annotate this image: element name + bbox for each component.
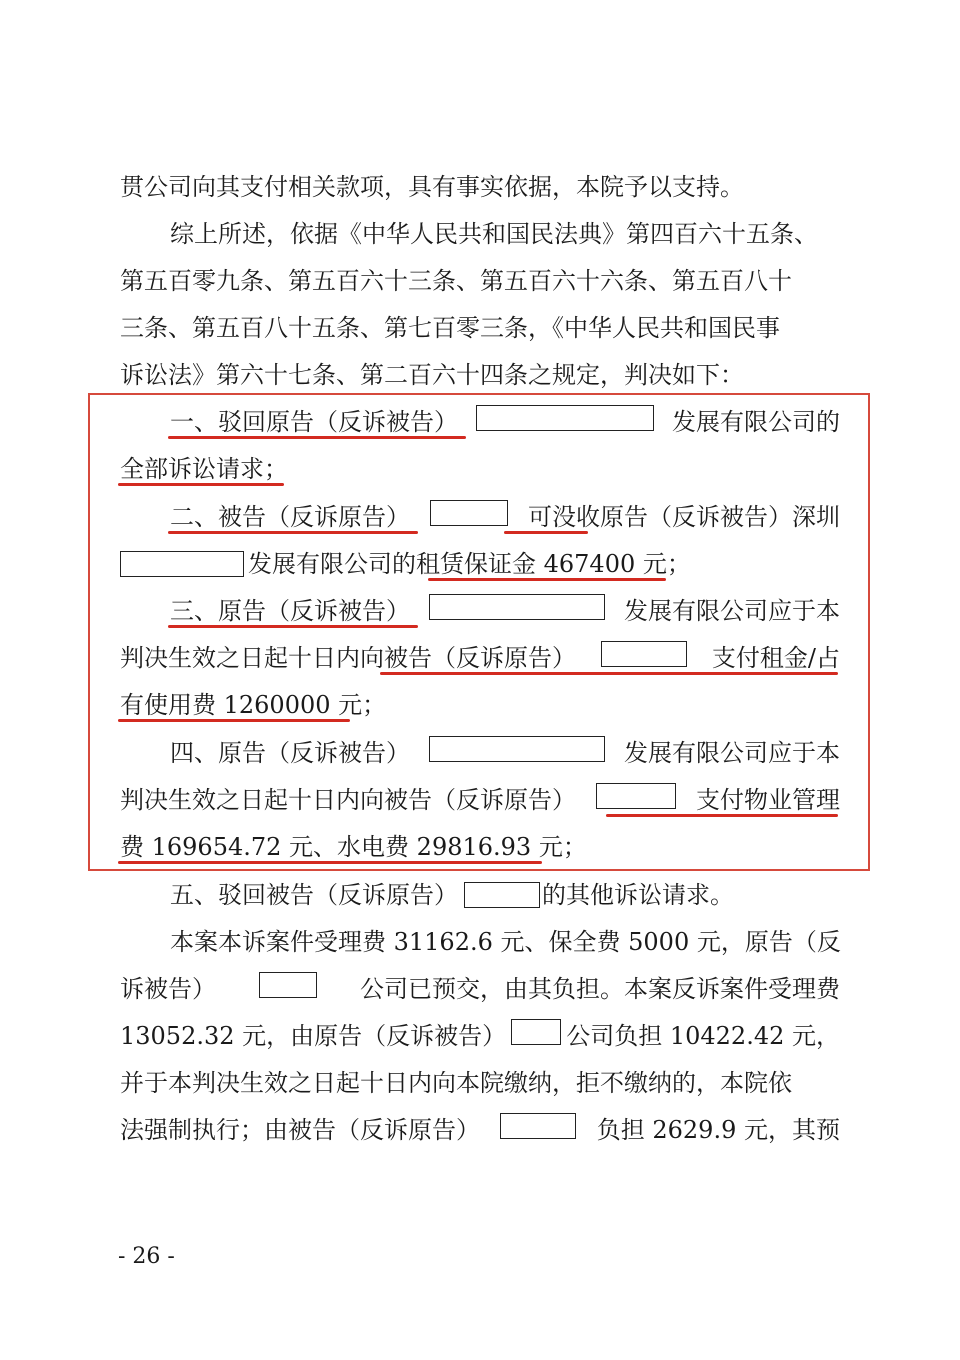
- fee-text: 13052.32 元，由原告（反诉被告）: [120, 1022, 507, 1050]
- text-line: 本案本诉案件受理费 31162.6 元、保全费 5000 元，原告（反: [170, 928, 841, 956]
- text-line: 第五百零九条、第五百六十三条、第五百六十六条、第五百八十: [120, 267, 792, 295]
- verdict-text: 判决生效之日起十日内向被告（反诉原告）: [120, 644, 576, 672]
- verdict-text: 三、原告（反诉被告）: [170, 597, 410, 625]
- verdict-item-4: [120, 736, 840, 770]
- verdict-item-3-end: 有使用费 1260000 元；: [120, 691, 387, 719]
- verdict-text: 的其他诉讼请求。: [542, 881, 734, 909]
- page-number: - 26 -: [118, 1244, 175, 1269]
- red-underline: [168, 625, 418, 628]
- redacted-box: [430, 500, 508, 526]
- fee-text: 公司负担 10422.42 元，: [566, 1022, 840, 1050]
- text-line: 三条、第五百八十五条、第七百零三条，《中华人民共和国民事: [120, 314, 780, 342]
- redacted-box: [464, 882, 540, 908]
- fee-text: 诉被告）: [120, 975, 216, 1003]
- verdict-text: 可没收原告（反诉被告）深圳: [528, 503, 840, 531]
- redacted-box: [259, 972, 317, 998]
- text-line: 诉讼法》第六十七条、第二百六十四条之规定，判决如下：: [120, 361, 744, 389]
- text-line: 贯公司向其支付相关款项，具有事实依据，本院予以支持。: [120, 173, 744, 201]
- verdict-item-2: [120, 500, 840, 534]
- red-underline: [118, 861, 542, 864]
- red-underline: [606, 814, 838, 817]
- verdict-text: 支付租金/占: [711, 644, 840, 672]
- verdict-text: 发展有限公司应于本: [624, 739, 840, 767]
- text-line: [120, 972, 840, 1006]
- verdict-text: 二、被告（反诉原告）: [170, 503, 410, 531]
- text-line: 综上所述，依据《中华人民共和国民法典》第四百六十五条、: [170, 220, 818, 248]
- text-line: 并于本判决生效之日起十日内向本院缴纳，拒不缴纳的，本院依: [120, 1069, 792, 1097]
- fee-text: 公司已预交，由其负担。本案反诉案件受理费: [360, 975, 840, 1003]
- red-underline: [168, 436, 466, 439]
- redacted-box: [500, 1113, 576, 1139]
- text-line: [120, 1019, 840, 1053]
- verdict-text: 四、原告（反诉被告）: [170, 739, 410, 767]
- fee-text: 法强制执行；由被告（反诉原告）: [120, 1116, 480, 1144]
- red-underline: [380, 672, 838, 675]
- verdict-item-4-end: 费 169654.72 元、水电费 29816.93 元；: [120, 833, 587, 861]
- redacted-box: [601, 641, 687, 667]
- verdict-item-1: [120, 405, 840, 439]
- verdict-item-2-cont: [120, 547, 840, 581]
- fee-text: 负担 2629.9 元，其预: [596, 1116, 840, 1144]
- red-underline: [428, 578, 666, 581]
- verdict-item-3: [120, 594, 840, 628]
- verdict-text: 判决生效之日起十日内向被告（反诉原告）: [120, 786, 576, 814]
- verdict-item-1-cont: 全部诉讼请求；: [120, 455, 288, 483]
- verdict-text: 一、驳回原告（反诉被告）: [170, 408, 458, 436]
- verdict-item-3-cont: [120, 641, 840, 675]
- red-underline: [504, 531, 588, 534]
- redacted-box: [596, 783, 676, 809]
- redacted-box: [476, 405, 654, 431]
- verdict-item-4-cont: [120, 783, 840, 817]
- verdict-text: 五、驳回被告（反诉原告）: [170, 881, 458, 909]
- redacted-box: [429, 736, 605, 762]
- red-underline: [118, 483, 284, 486]
- redacted-box: [120, 551, 244, 577]
- red-underline: [168, 531, 418, 534]
- redacted-box: [511, 1019, 561, 1045]
- red-underline: [118, 719, 350, 722]
- verdict-item-5: [120, 878, 840, 912]
- verdict-text: 发展有限公司的租赁保证金 467400 元；: [248, 550, 691, 578]
- redacted-box: [429, 594, 605, 620]
- verdict-text: 发展有限公司的: [672, 408, 840, 436]
- verdict-text: 支付物业管理: [696, 786, 840, 814]
- verdict-text: 发展有限公司应于本: [624, 597, 840, 625]
- text-line: [120, 1113, 840, 1147]
